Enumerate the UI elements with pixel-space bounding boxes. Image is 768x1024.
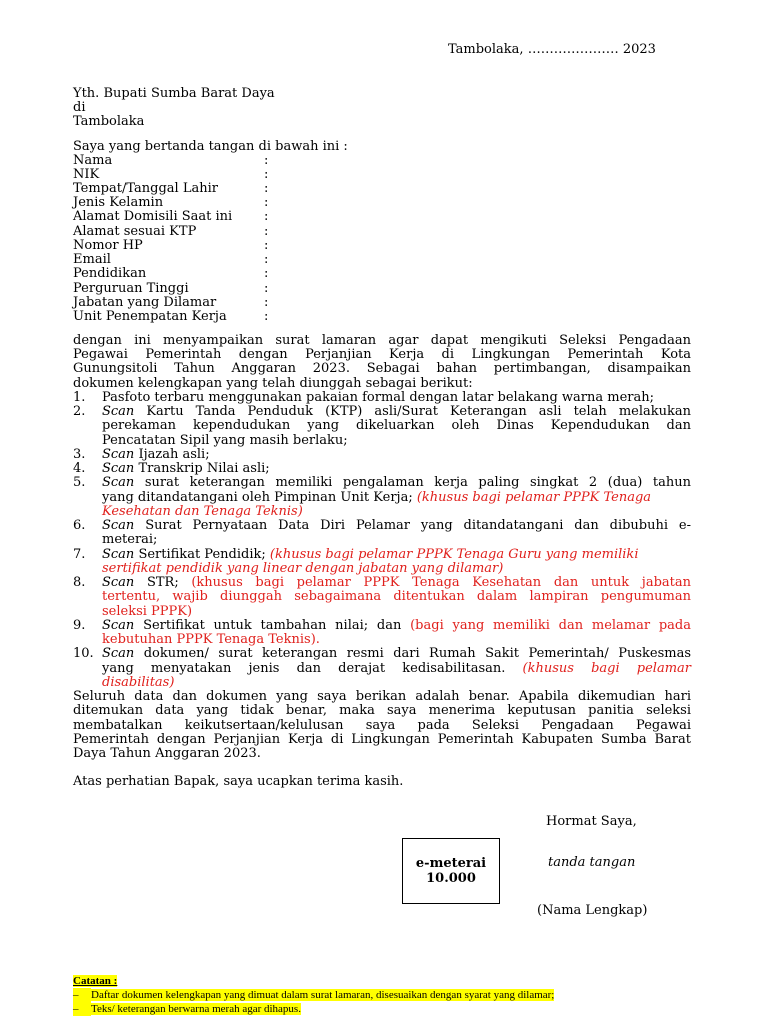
note-text: Teks/ keterangan berwarna merah agar dihapus. — [91, 1003, 301, 1015]
item-text: Surat Pernyataan Data Diri Pelamar yang ditandatangani dan dibubuhi e- — [134, 518, 691, 533]
item-red-note: tertentu, wajib diunggah sebagaimana ditentukan dalam lampiran pengumuman — [102, 589, 691, 604]
signature-greeting: Hormat Saya, — [546, 814, 637, 829]
para1-line: Gunungsitoli Tahun Anggaran 2023. Sebagai bahan pertimbangan, disampaikan — [73, 361, 691, 376]
field-colon: : — [264, 181, 269, 196]
item-red-note: sertifikat pendidik yang linear dengan jabatan yang dilamar) — [102, 561, 504, 576]
addressee-line-2: di — [73, 100, 86, 115]
item-number: 9. — [73, 618, 86, 633]
item-text: Sertifikat untuk tambahan nilai; dan — [134, 618, 411, 633]
item-text: surat keterangan memiliki pengalaman kerja paling singkat 2 (dua) tahun — [134, 475, 691, 490]
field-colon: : — [264, 153, 269, 168]
item-number: 1. — [73, 390, 86, 405]
para1-line: dokumen kelengkapan yang telah diunggah sebagai berikut: — [73, 376, 473, 391]
field-colon: : — [264, 224, 269, 239]
addressee-line-3: Tambolaka — [73, 114, 145, 129]
item-number: 2. — [73, 404, 86, 419]
note-text: Daftar dokumen kelengkapan yang dimuat dalam surat lamaran, disesuaikan dengan syarat yang dilamar; — [91, 989, 555, 1001]
field-colon: : — [264, 238, 269, 253]
list-item — [102, 576, 691, 590]
scan-label: Scan — [102, 646, 135, 661]
scan-label: Scan — [102, 447, 135, 462]
item-text: meterai; — [102, 532, 158, 547]
field-colon: : — [264, 209, 269, 224]
item-text: dokumen/ surat keterangan resmi dari Rumah Sakit Pemerintah/ Puskesmas — [134, 646, 691, 661]
item-red-note: (khusus bagi pelamar PPPK Tenaga — [416, 490, 652, 505]
scan-label: Scan — [102, 618, 135, 633]
item-red-note: (khusus bagi pelamar — [522, 661, 691, 676]
item-text: Kartu Tanda Penduduk (KTP) asli/Surat Keterangan asli telah melakukan — [134, 404, 691, 419]
item-number: 6. — [73, 518, 86, 533]
list-item — [102, 647, 691, 661]
para2-line: Pemerintah dengan Perjanjian Kerja di Lingkungan Pemerintah Kabupaten Sumba Barat — [73, 732, 691, 747]
item-number: 3. — [73, 447, 86, 462]
addressee-line-1: Yth. Bupati Sumba Barat Daya — [73, 86, 275, 101]
item-text: Pencatatan Sipil yang masih berlaku; — [102, 433, 348, 448]
list-item — [102, 491, 691, 505]
field-label: Alamat Domisili Saat ini — [73, 209, 233, 224]
scan-label: Scan — [102, 461, 135, 476]
para2-line: membatalkan keikutsertaan/kelulusan saya pada Seleksi Pengadaan Pegawai — [73, 718, 691, 733]
field-label: Perguruan Tinggi — [73, 281, 189, 296]
list-item — [102, 448, 691, 462]
field-label: Alamat sesuai KTP — [73, 224, 197, 239]
field-colon: : — [264, 266, 269, 281]
item-red-note: seleksi PPPK) — [102, 604, 193, 619]
item-number: 7. — [73, 547, 86, 562]
para2-line: Daya Tahun Anggaran 2023. — [73, 746, 261, 761]
item-red-note: kebutuhan PPPK Tenaga Teknis). — [102, 632, 320, 647]
item-red-note: (khusus bagi pelamar PPPK Tenaga Guru yang memiliki — [269, 547, 639, 562]
scan-label: Scan — [102, 404, 135, 419]
closing-text: Atas perhatian Bapak, saya ucapkan terima kasih. — [73, 774, 404, 789]
list-item — [102, 662, 691, 676]
item-text: STR; — [134, 575, 192, 590]
field-label: Email — [73, 252, 111, 267]
signature-name: (Nama Lengkap) — [537, 903, 648, 918]
field-colon: : — [264, 309, 269, 324]
notes-title: Catatan : — [73, 975, 118, 987]
note-dash: – — [73, 988, 91, 1002]
field-label: Pendidikan — [73, 266, 147, 281]
item-red-note: Kesehatan dan Tenaga Teknis) — [102, 504, 303, 519]
list-item — [102, 548, 691, 562]
item-number: 10. — [73, 646, 94, 661]
meterai-value: 10.000 — [426, 871, 476, 886]
item-red-note: (khusus bagi pelamar PPPK Tenaga Kesehatan dan untuk jabatan — [191, 575, 691, 590]
item-text: yang menyatakan jenis dan derajat kedisabilitasan. — [102, 661, 523, 676]
field-colon: : — [264, 281, 269, 296]
field-label: Jenis Kelamin — [73, 195, 164, 210]
field-label: NIK — [73, 167, 100, 182]
field-label: Tempat/Tanggal Lahir — [73, 181, 218, 196]
list-item — [102, 462, 691, 476]
meterai-label: e-meterai — [415, 856, 487, 871]
item-number: 5. — [73, 475, 86, 490]
item-red-note: disabilitas) — [102, 675, 175, 690]
para1-line: Pegawai Pemerintah dengan Perjanjian Kerja di Lingkungan Pemerintah Kota — [73, 347, 691, 362]
item-red-note: (bagi yang memiliki dan melamar pada — [410, 618, 691, 633]
list-item — [102, 476, 691, 490]
note-dash: – — [73, 1002, 91, 1016]
field-colon: : — [264, 195, 269, 210]
item-text: Ijazah asli; — [134, 447, 210, 462]
list-item — [102, 405, 691, 419]
field-colon: : — [264, 295, 269, 310]
item-number: 8. — [73, 575, 86, 590]
field-label: Unit Penempatan Kerja — [73, 309, 227, 324]
scan-label: Scan — [102, 475, 135, 490]
scan-label: Scan — [102, 518, 135, 533]
list-item — [102, 519, 691, 533]
list-item — [102, 619, 691, 633]
para2-line: ditemukan data yang tidak benar, maka saya menerima keputusan panitia seleksi — [73, 703, 691, 718]
note-item — [73, 1002, 301, 1016]
intro-text: Saya yang bertanda tangan di bawah ini : — [73, 139, 348, 154]
scan-label: Scan — [102, 547, 135, 562]
note-item — [73, 988, 554, 1002]
item-text: Sertifikat Pendidik; — [134, 547, 270, 562]
item-text: perekaman kependudukan yang dikeluarkan oleh Dinas Kependudukan dan — [102, 418, 691, 433]
signature-placeholder: tanda tangan — [548, 855, 636, 870]
field-colon: : — [264, 252, 269, 267]
item-number: 4. — [73, 461, 86, 476]
item-text: Pasfoto terbaru menggunakan pakaian formal dengan latar belakang warna merah; — [102, 390, 654, 405]
para1-line: dengan ini menyampaikan surat lamaran agar dapat mengikuti Seleksi Pengadaan — [73, 333, 691, 348]
item-text: Transkrip Nilai asli; — [134, 461, 270, 476]
e-meterai-box — [402, 838, 500, 904]
field-label: Jabatan yang Dilamar — [73, 295, 217, 310]
scan-label: Scan — [102, 575, 135, 590]
field-colon: : — [264, 167, 269, 182]
field-label: Nama — [73, 153, 113, 168]
item-text: yang ditandatangani oleh Pimpinan Unit Kerja; — [102, 490, 417, 505]
field-label: Nomor HP — [73, 238, 143, 253]
para2-line: Seluruh data dan dokumen yang saya berikan adalah benar. Apabila dikemudian hari — [73, 689, 691, 704]
place-date: Tambolaka, ………………… 2023 — [448, 42, 656, 57]
